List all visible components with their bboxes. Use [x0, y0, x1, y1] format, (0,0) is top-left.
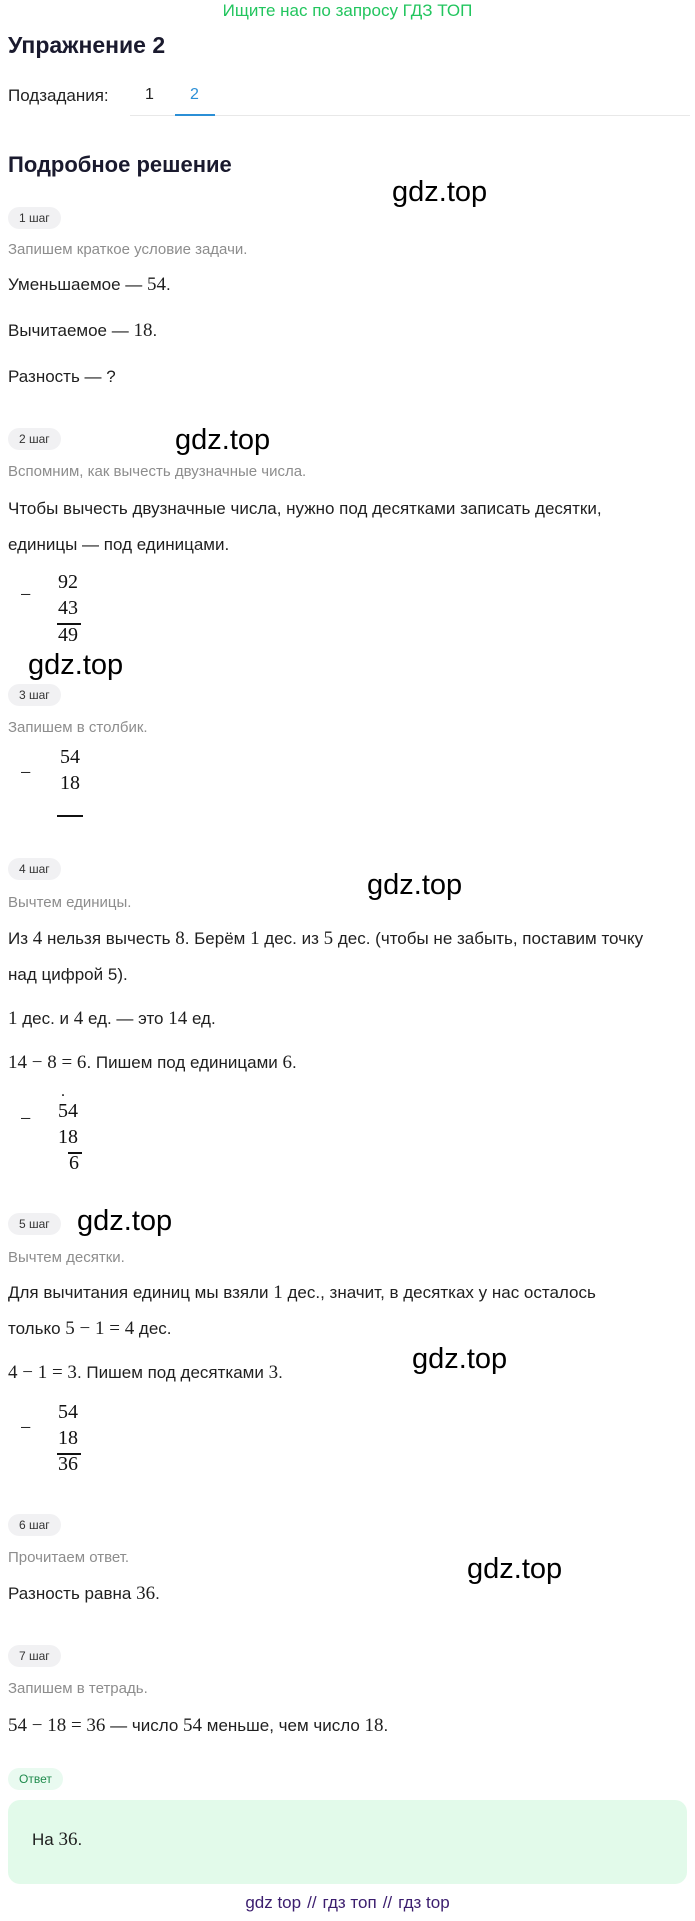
- step-badge: 6 шаг: [8, 1514, 61, 1536]
- step-hint: Запишем в тетрадь.: [8, 1680, 148, 1697]
- active-tab-indicator: [175, 114, 215, 116]
- subtask-tab-2[interactable]: 2: [190, 86, 199, 103]
- page-title: Упражнение 2: [8, 32, 166, 58]
- footer-links: [0, 1893, 695, 1913]
- step-badge: 1 шаг: [8, 207, 61, 229]
- answer-box: [8, 1800, 687, 1884]
- column-subtrahend: 18: [58, 1427, 78, 1449]
- step-hint: Вычтем десятки.: [8, 1249, 125, 1266]
- minus-sign: −: [20, 584, 32, 606]
- minus-sign: −: [20, 1417, 32, 1439]
- step-text: над цифрой 5).: [8, 965, 128, 984]
- watermark: gdz.top: [77, 1205, 173, 1237]
- watermark: gdz.top: [412, 1343, 508, 1375]
- column-minuend: 54: [58, 1100, 78, 1122]
- footer-link[interactable]: гдз топ: [322, 1893, 377, 1912]
- watermark: gdz.top: [175, 424, 271, 456]
- column-result: 49: [58, 624, 78, 646]
- step-badge: 7 шаг: [8, 1645, 61, 1667]
- step-text: только 5 − 1 = 4 дес.: [8, 1318, 172, 1339]
- column-minuend: 92: [58, 571, 78, 593]
- column-minuend: 54: [60, 746, 80, 768]
- column-subtrahend: 18: [60, 772, 80, 794]
- minus-sign: −: [20, 762, 32, 784]
- footer-separator: //: [307, 1893, 317, 1912]
- watermark: gdz.top: [392, 176, 488, 208]
- step-hint: Запишем в столбик.: [8, 719, 148, 736]
- subtask-tab-1[interactable]: 1: [145, 86, 154, 103]
- footer-link[interactable]: gdz top: [245, 1893, 302, 1912]
- step-badge: 4 шаг: [8, 858, 61, 880]
- column-result: 6: [69, 1152, 79, 1174]
- step-text: 1 дес. и 4 ед. — это 14 ед.: [8, 1008, 216, 1029]
- answer-text: На 36.: [32, 1829, 83, 1850]
- step-hint: Вычтем единицы.: [8, 894, 132, 911]
- step-text: Уменьшаемое — 54.: [8, 274, 171, 295]
- step-hint: Вспомним, как вычесть двузначные числа.: [8, 463, 307, 480]
- watermark: gdz.top: [28, 649, 124, 681]
- column-result: 36: [58, 1453, 78, 1475]
- step-text: 54 − 18 = 36 — число 54 меньше, чем число 18.: [8, 1715, 389, 1736]
- step-text: Чтобы вычесть двузначные числа, нужно под десятками записать десятки,: [8, 499, 602, 518]
- watermark: gdz.top: [467, 1553, 563, 1585]
- step-hint: Прочитаем ответ.: [8, 1549, 130, 1566]
- answer-badge: Ответ: [8, 1768, 63, 1790]
- step-hint: Запишем краткое условие задачи.: [8, 241, 248, 258]
- column-minuend: 54: [58, 1401, 78, 1423]
- step-badge: 2 шаг: [8, 428, 61, 450]
- step-text: 14 − 8 = 6. Пишем под единицами 6.: [8, 1052, 297, 1073]
- subtasks-label: Подзадания:: [8, 86, 109, 105]
- step-badge: 5 шаг: [8, 1213, 61, 1235]
- step-text: Из 4 нельзя вычесть 8. Берём 1 дес. из 5 дес. (чтобы не забыть, поставим точку: [8, 928, 644, 949]
- step-text: единицы — под единицами.: [8, 535, 230, 554]
- step-text: Вычитаемое — 18.: [8, 320, 158, 341]
- footer-link[interactable]: гдз top: [398, 1893, 450, 1912]
- step-text: 4 − 1 = 3. Пишем под десятками 3.: [8, 1362, 283, 1383]
- section-title: Подробное решение: [8, 152, 232, 177]
- watermark: gdz.top: [367, 869, 463, 901]
- column-line: [57, 815, 83, 817]
- column-subtrahend: 43: [58, 597, 78, 619]
- step-text: Разность равна 36.: [8, 1583, 160, 1604]
- search-banner[interactable]: Ищите нас по запросу ГДЗ ТОП: [222, 1, 473, 20]
- minus-sign: −: [20, 1108, 32, 1130]
- column-subtrahend: 18: [58, 1126, 78, 1148]
- borrow-dot: .: [61, 1083, 65, 1100]
- step-badge: 3 шаг: [8, 684, 61, 706]
- step-text: Для вычитания единиц мы взяли 1 дес., значит, в десятках у нас осталось: [8, 1282, 596, 1303]
- footer-separator: //: [382, 1893, 393, 1912]
- step-text: Разность — ?: [8, 367, 116, 386]
